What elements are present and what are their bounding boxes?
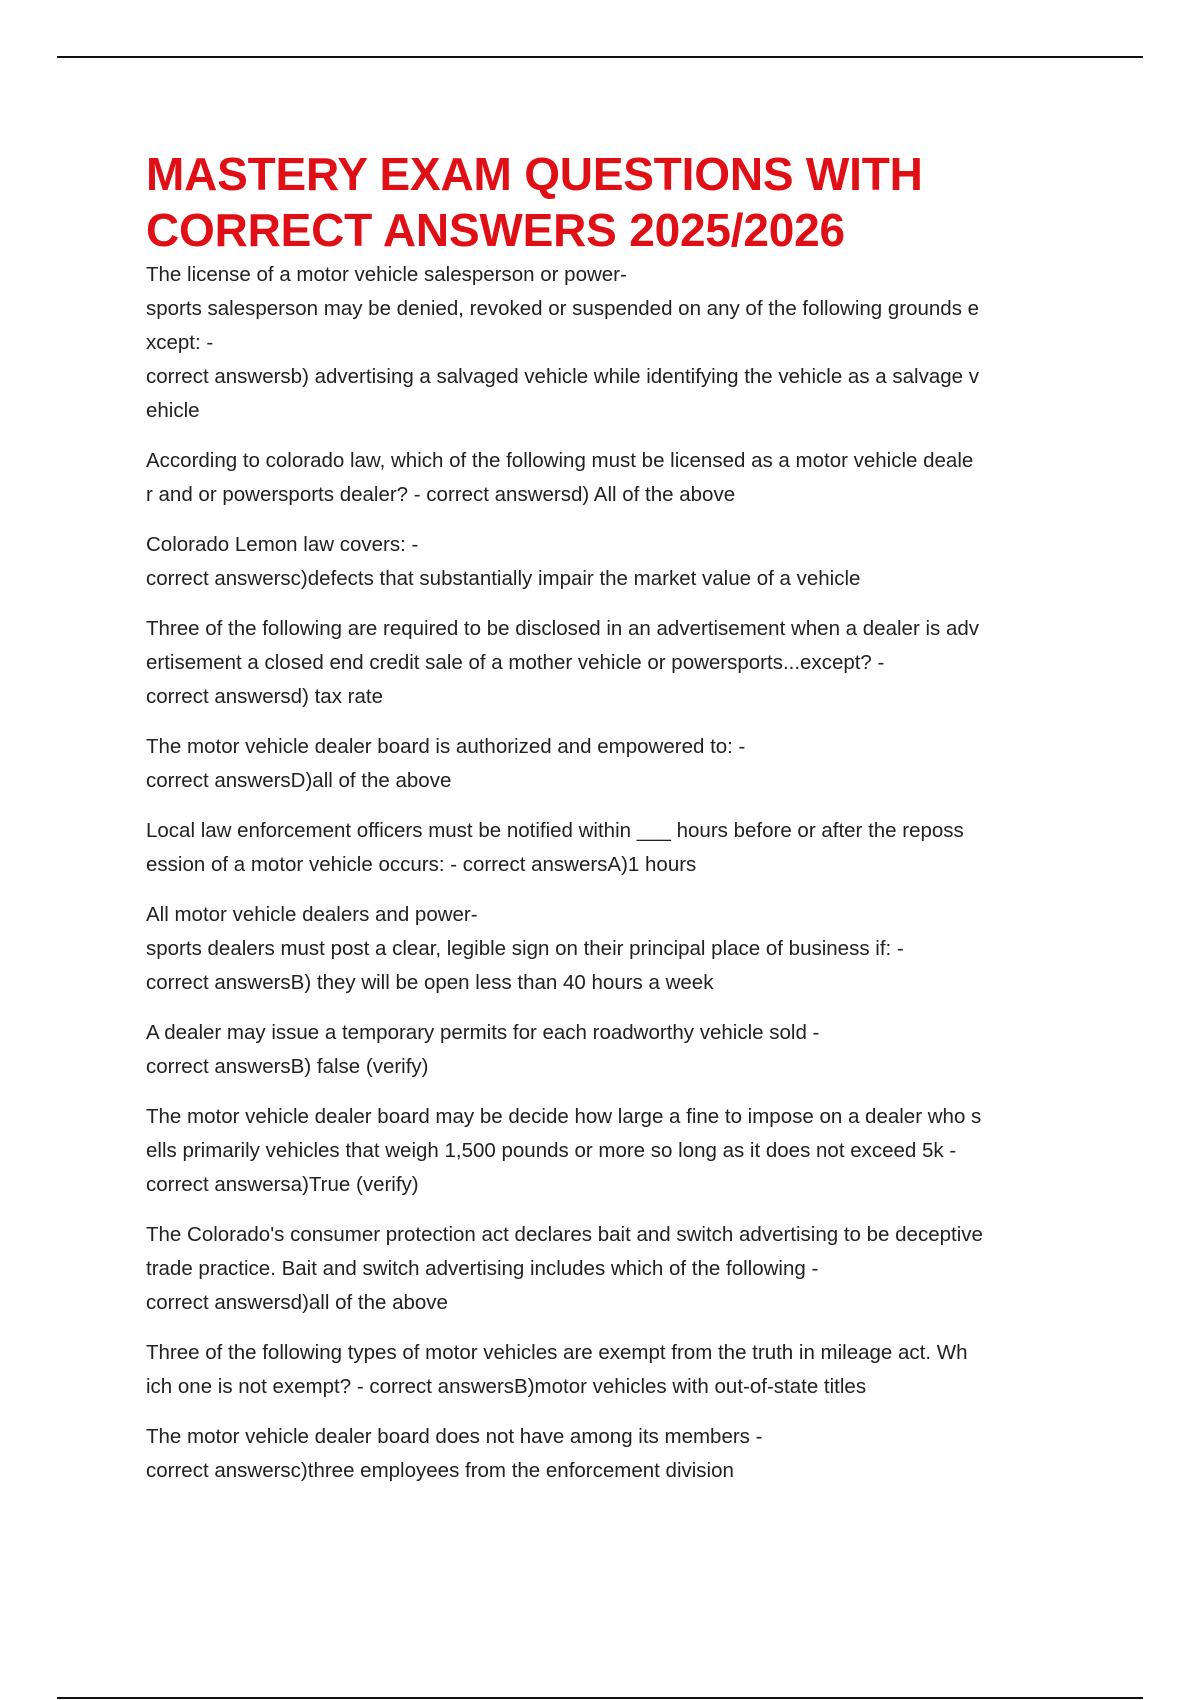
question-answer-item: The motor vehicle dealer board does not have among its members - correct answersc)three employees from the enforcement division xyxy=(146,1425,763,1482)
question-answer-item: Colorado Lemon law covers: - correct answersc)defects that substantially impair the market value of a vehicle xyxy=(146,533,861,590)
question-list xyxy=(146,258,1066,1488)
bottom-divider xyxy=(57,1697,1143,1699)
question-answer-item: Three of the following types of motor vehicles are exempt from the truth in mileage act. Wh ich one is not exempt? - correct answersB)motor vehicles with out-of-state titles xyxy=(146,1341,968,1398)
question-answer-item: Local law enforcement officers must be notified within ___ hours before or after the reposs ession of a motor vehicle occurs: - correct answersA)1 hours xyxy=(146,819,964,876)
top-divider xyxy=(57,56,1143,58)
question-answer-item: Three of the following are required to be disclosed in an advertisement when a dealer is adv ertisement a closed end credit sale of a mother vehicle or powersports...except? - correct answersd) tax rate xyxy=(146,617,980,708)
document-title: MASTERY EXAM QUESTIONS WITH CORRECT ANSWERS 2025/2026 xyxy=(146,148,923,256)
question-answer-item: A dealer may issue a temporary permits for each roadworthy vehicle sold - correct answersB) false (verify) xyxy=(146,1021,820,1078)
question-answer-item: According to colorado law, which of the following must be licensed as a motor vehicle deale r and or powersports dealer? - correct answersd) All of the above xyxy=(146,449,974,506)
question-answer-item: The Colorado's consumer protection act declares bait and switch advertising to be deceptive trade practice. Bait and switch advertising includes which of the following - correct answersd)all of the above xyxy=(146,1223,983,1314)
question-answer-item: The motor vehicle dealer board is authorized and empowered to: - correct answersD)all of the above xyxy=(146,735,746,792)
question-answer-item: The motor vehicle dealer board may be decide how large a fine to impose on a dealer who s ells primarily vehicles that weigh 1,500 pounds or more so long as it does not exceed 5k - correct answersa)True (verify) xyxy=(146,1105,982,1196)
document-body xyxy=(146,146,1066,1504)
question-answer-item: All motor vehicle dealers and power- sports dealers must post a clear, legible sign on their principal place of business if: - correct answersB) they will be open less than 40 hours a week xyxy=(146,903,904,994)
question-answer-item: The license of a motor vehicle salesperson or power- sports salesperson may be denied, revoked or suspended on any of the following grounds e xcept: - correct answersb) advertising a salvaged vehicle while identifying the vehicle as a salvage v ehicle xyxy=(146,263,980,422)
